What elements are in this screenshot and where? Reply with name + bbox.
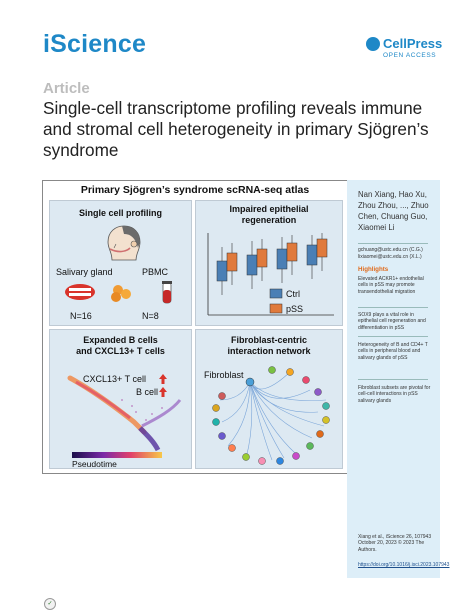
mouth-icon — [65, 284, 95, 300]
b-cell-label: B cell — [136, 387, 159, 397]
panel2-title-line2: regeneration — [241, 215, 297, 225]
legend-pss: pSS — [286, 304, 304, 314]
head-profile-icon — [98, 222, 146, 262]
divider — [358, 336, 428, 337]
graphical-abstract-title: Primary Sjögren’s syndrome scRNA-seq atlas — [80, 184, 310, 196]
pbmc-label: PBMC — [142, 267, 169, 277]
interaction-network — [200, 360, 340, 466]
boxplot-group-2 — [247, 239, 267, 289]
gland-cluster-icon — [111, 285, 131, 302]
legend-swatch-ctrl — [270, 289, 282, 298]
cellpress-logo-icon — [366, 37, 380, 51]
highlight-3: Heterogeneity of B and CD4+ T cells in peripheral blood and salivary glands of pSS — [358, 342, 428, 361]
divider — [358, 243, 428, 244]
authors: Nan Xiang, Hao Xu, Zhou Zhou, ..., Zhuo Chen, Chuang Guo, Xiaomei Li — [358, 190, 429, 232]
panel-expanded-b-t-cells — [49, 329, 192, 469]
boxplot-group-3 — [277, 235, 297, 283]
panel3-title-line2: and CXCL13+ T cells — [76, 346, 165, 356]
pseudotime-colorbar — [72, 452, 162, 458]
article-sidebar — [347, 180, 450, 578]
cxcl13-t-cell-label: CXCL13+ T cell — [83, 374, 146, 384]
citation: Xiang et al., iScience 26, 107943 October 20, 2023 © 2023 The Authors. — [358, 534, 432, 553]
boxplot — [200, 229, 338, 321]
panel3-title-line1: Expanded B cells — [83, 335, 158, 345]
n-salivary: N=16 — [70, 311, 92, 321]
email-link-2[interactable]: lixiaomei@ustc.edu.cn (X.L.) — [358, 254, 422, 260]
panel1-title: Single cell profiling — [78, 208, 162, 218]
open-access-label: OPEN ACCESS — [383, 52, 437, 59]
blood-tube-icon — [162, 281, 172, 303]
highlight-4: Fibroblast subsets are pivotal for cell-cell interactions in pSS salivary glands — [358, 385, 431, 404]
legend-swatch-pss — [270, 304, 282, 313]
salivary-gland-label: Salivary gland — [56, 267, 113, 277]
panel4-title-line2: interaction network — [227, 346, 311, 356]
legend-ctrl: Ctrl — [286, 289, 300, 299]
panel-epithelial-regeneration — [195, 200, 343, 326]
trajectory-plot — [62, 370, 186, 458]
journal-name: iScience — [43, 30, 147, 58]
highlight-1: Elevated ACKR1+ endothelial cells in pSS may promote transendothelial migration — [358, 276, 424, 295]
doi-link[interactable]: https://doi.org/10.1016/j.isci.2023.107943 — [358, 562, 450, 568]
boxplot-group-4 — [307, 233, 327, 279]
boxplot-group-1 — [217, 243, 237, 295]
crossmark-icon[interactable]: ✓ — [44, 598, 56, 610]
panel-single-cell-profiling — [49, 200, 192, 326]
divider — [358, 379, 428, 380]
highlights-title: Highlights — [358, 266, 389, 273]
graphical-abstract — [42, 180, 348, 474]
network-nodes — [213, 367, 330, 465]
publisher-name: CellPress — [383, 36, 443, 51]
n-pbmc: N=8 — [142, 311, 159, 321]
pseudotime-label: Pseudotime — [72, 459, 117, 469]
article-title: Single-cell transcriptome profiling reveals immune and stromal cell heterogeneity in primary Sjögren’s syndrome — [43, 98, 429, 160]
fibroblast-label: Fibroblast — [204, 370, 244, 380]
panel2-title-line1: Impaired epithelial — [229, 204, 309, 214]
panel-fibroblast-network — [195, 329, 343, 469]
divider — [358, 307, 428, 308]
article-type: Article — [43, 80, 90, 97]
email-link-1[interactable]: gchuang@ustc.edu.cn (C.G.) — [358, 247, 423, 253]
highlight-2: SOX9 plays a vital role in epithelial cell regeneration and differentiation in pSS — [358, 312, 426, 331]
fibroblast-node — [246, 378, 254, 386]
panel4-title-line1: Fibroblast-centric — [230, 335, 307, 345]
